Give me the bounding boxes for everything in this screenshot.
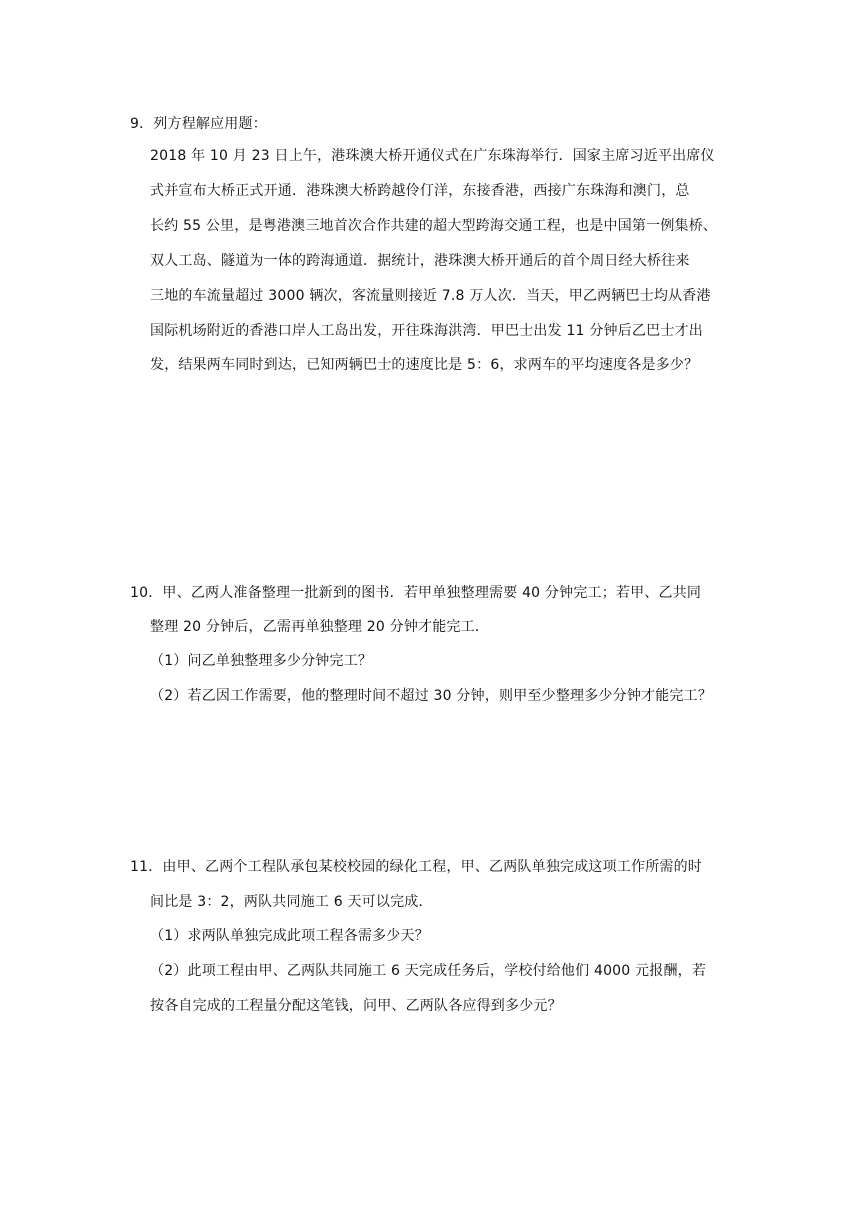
question-10-part-1: （1）问乙单独整理多少分钟完工？ — [150, 653, 373, 669]
question-11-part-2: （2）此项工程由甲、乙两队共同施工 6 天完成任务后，学校付给他们 4000 元报酬，若 — [150, 963, 707, 979]
question-11-part-1: （1）求两队单独完成此项工程各需多少天？ — [150, 928, 429, 944]
question-11-part-2-continuation: 按各自完成的工程量分配这笔钱，问甲、乙两队各应得到多少元？ — [150, 998, 562, 1014]
question-9-line-5: 三地的车流量超过 3000 辆次，客流量则接近 7.8 万人次．当天，甲乙两辆巴士均从香港 — [150, 288, 711, 304]
question-9-heading: 9．列方程解应用题： — [130, 116, 267, 132]
question-10-part-2: （2）若乙因工作需要，他的整理时间不超过 30 分钟，则甲至少整理多少分钟才能完工？ — [150, 688, 713, 704]
question-10-heading: 10．甲、乙两人准备整理一批新到的图书．若甲单独整理需要 40 分钟完工；若甲、乙共同 — [130, 585, 702, 601]
question-9-line-4: 双人工岛、隧道为一体的跨海通道．据统计，港珠澳大桥开通后的首个周日经大桥往来 — [150, 253, 690, 269]
question-9-line-6: 国际机场附近的香港口岸人工岛出发，开往珠海洪湾．甲巴士出发 11 分钟后乙巴士才出 — [150, 323, 703, 339]
question-11-heading: 11．由甲、乙两个工程队承包某校校园的绿化工程，甲、乙两队单独完成这项工作所需的时 — [130, 859, 703, 875]
question-9-line-1: 2018 年 10 月 23 日上午，港珠澳大桥开通仪式在广东珠海举行．国家主席习近平出席仪 — [150, 148, 715, 164]
question-9-line-7: 发，结果两车同时到达，已知两辆巴士的速度比是 5：6，求两车的平均速度各是多少？ — [150, 357, 699, 373]
question-9-line-2: 式并宣布大桥正式开通．港珠澳大桥跨越伶仃洋，东接香港，西接广东珠海和澳门，总 — [150, 183, 690, 199]
question-11-continuation: 间比是 3：2，两队共同施工 6 天可以完成． — [150, 894, 433, 910]
question-9-line-3: 长约 55 公里，是粤港澳三地首次合作共建的超大型跨海交通工程，也是中国第一例集桥、 — [150, 218, 718, 234]
question-10-continuation: 整理 20 分钟后，乙需再单独整理 20 分钟才能完工． — [150, 619, 490, 635]
